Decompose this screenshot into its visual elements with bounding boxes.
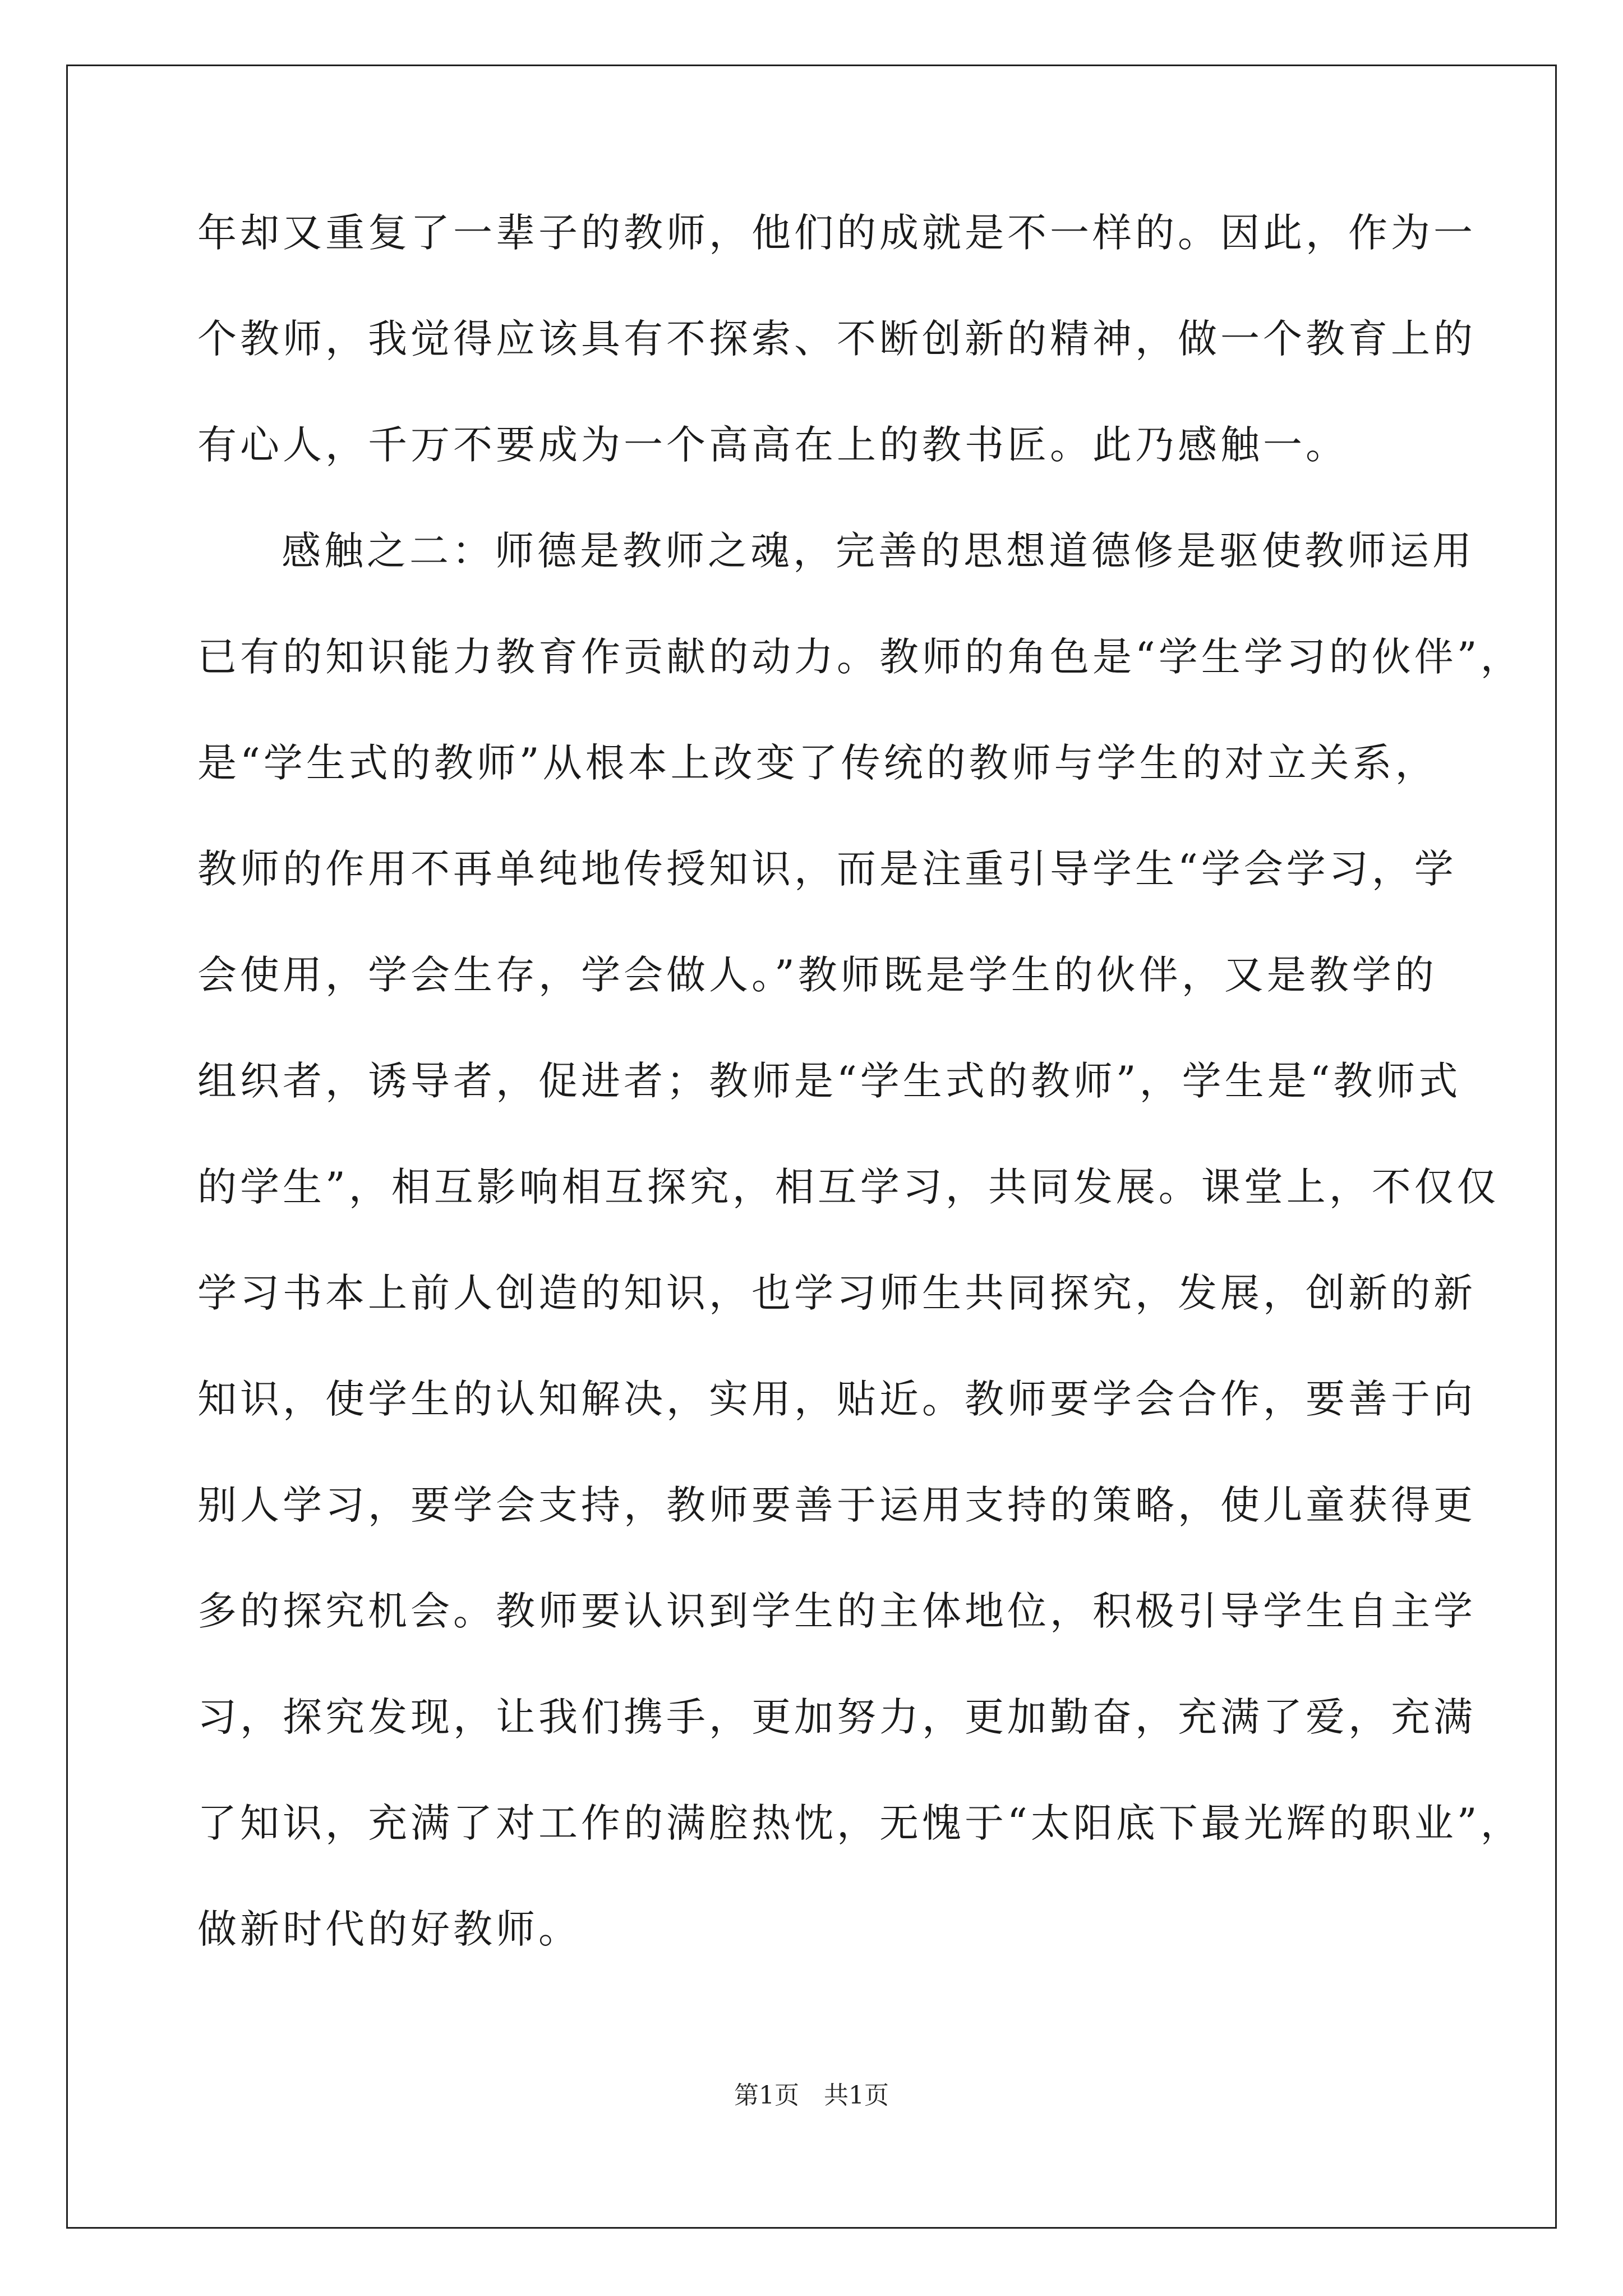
text-line: 学习书本上前人创造的知识，也学习师生共同探究，发展，创新的新	[197, 1270, 1476, 1316]
text-line: 年却又重复了一辈子的教师，他们的成就是不一样的。因此，作为一	[197, 210, 1476, 256]
page-number: 第1页 共1页	[734, 2081, 889, 2110]
text-line: 教师的作用不再单纯地传授知识，而是注重引导学生“学会学习，学	[197, 846, 1457, 892]
text-line: 有心人，千万不要成为一个高高在上的教书匠。此乃感触一。	[197, 422, 1348, 468]
text-line: 别人学习，要学会支持，教师要善于运用支持的策略，使儿童获得更	[197, 1482, 1476, 1528]
text-line: 了知识，充满了对工作的满腔热忱，无愧于“太阳底下最光辉的职业”，	[197, 1800, 1523, 1846]
text-line: 已有的知识能力教育作贡献的动力。教师的角色是“学生学习的伙伴”，	[197, 634, 1523, 680]
paragraph-first-line: 感触之二：师德是教师之魂，完善的思想道德修是驱使教师运用	[282, 528, 1475, 574]
text-line: 的学生”，相互影响相互探究，相互学习，共同发展。课堂上，不仅仅	[197, 1164, 1500, 1210]
text-line: 组织者，诱导者，促进者；教师是“学生式的教师”，学生是“教师式	[197, 1058, 1461, 1104]
text-line: 会使用，学会生存，学会做人。”教师既是学生的伙伴，又是教学的	[197, 952, 1437, 998]
text-line: 是“学生式的教师”从根本上改变了传统的教师与学生的对立关系，	[197, 740, 1438, 786]
text-line: 多的探究机会。教师要认识到学生的主体地位，积极引导学生自主学	[197, 1588, 1476, 1634]
text-line: 习，探究发现，让我们携手，更加努力，更加勤奋，充满了爱，充满	[197, 1694, 1476, 1740]
text-line: 个教师，我觉得应该具有不探索、不断创新的精神，做一个教育上的	[197, 316, 1476, 362]
text-line: 做新时代的好教师。	[197, 1906, 581, 1952]
text-line: 知识，使学生的认知解决，实用，贴近。教师要学会合作，要善于向	[197, 1376, 1476, 1422]
